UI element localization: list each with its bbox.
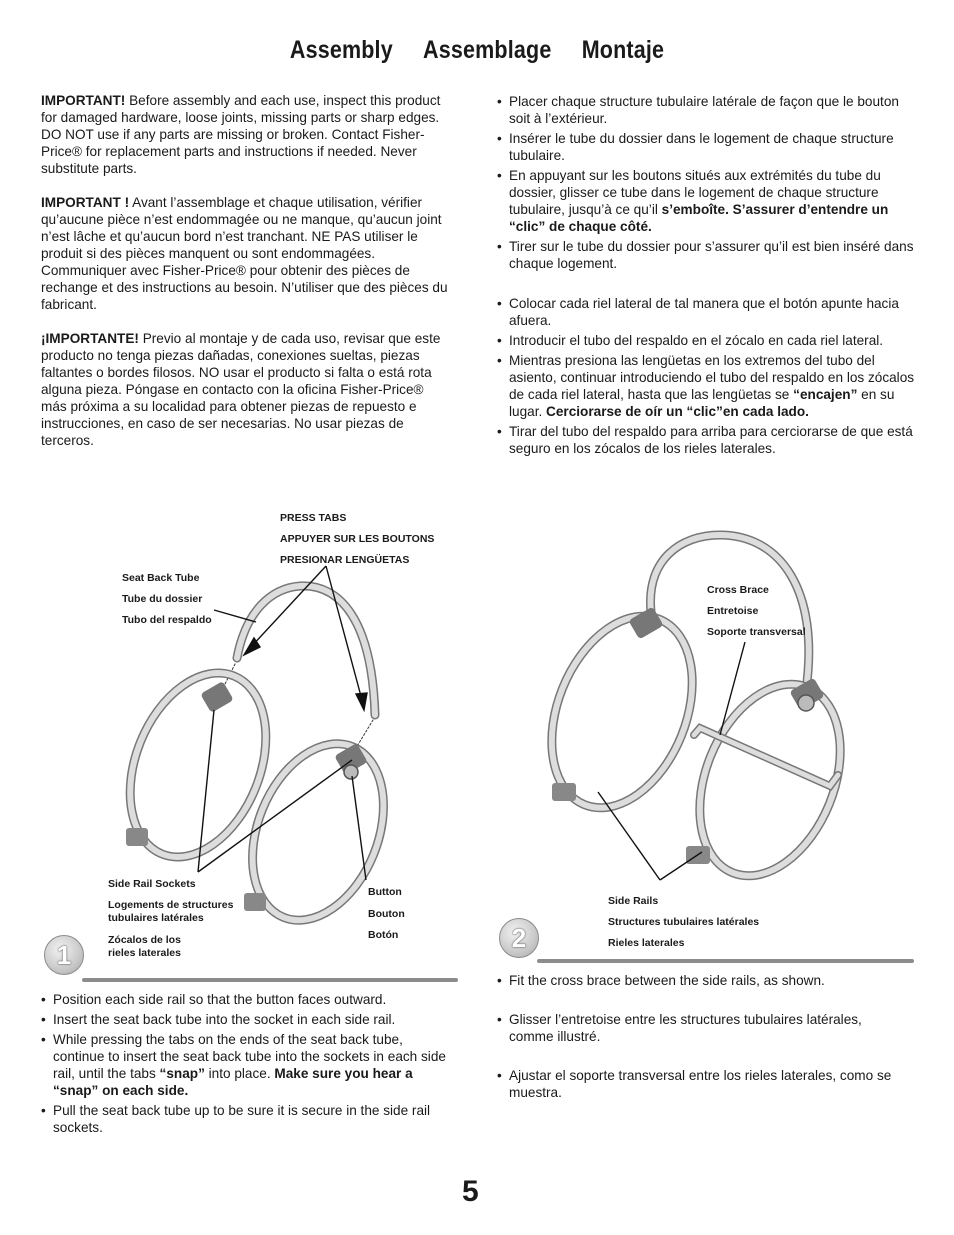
title-french: Assemblage — [423, 36, 552, 64]
step-emphasis: “encajen” — [793, 387, 858, 402]
step-1-badge: 1 — [44, 935, 84, 975]
list-item: • Pull the seat back tube up to be sure it is secure in the side rail sockets. — [41, 1102, 451, 1136]
label-line: Side Rails — [608, 895, 659, 907]
list-item: • Tirar del tubo del respaldo para arriba para cerciorarse de que está seguro en los zócalos de los rieles laterales. — [497, 423, 915, 457]
page-title — [67, 36, 887, 65]
label-line: Bouton — [368, 907, 405, 920]
list-item: • Position each side rail so that the button faces outward. — [41, 991, 451, 1008]
step-text: While pressing the tabs on the ends of the seat back tube, continue to insert the seat back tube into the sockets in each side rail, until the tabs — [53, 1032, 446, 1081]
step-1-divider — [82, 978, 458, 982]
step-emphasis: “snap” — [159, 1066, 205, 1081]
step-2-instructions — [497, 972, 897, 1104]
label-cross-brace — [707, 580, 806, 643]
list-item — [497, 352, 915, 420]
step-2-badge: 2 — [499, 918, 539, 958]
warning-english-text: Before assembly and each use, inspect this product for damaged hardware, loose joints, missing parts or sharp edges. DO NOT use if any parts are missing or broken. Contact Fisher-Price® for replacement parts and instructions if needed. Never substitute parts. — [41, 93, 441, 176]
list-item: • Ajustar el soporte transversal entre los rieles laterales, como se muestra. — [497, 1067, 897, 1101]
label-line: Rieles laterales — [608, 937, 685, 949]
list-item — [41, 1031, 451, 1099]
label-side-rails — [608, 891, 759, 954]
label-line: PRESIONAR LENGÜETAS — [280, 554, 410, 566]
label-line: Logements de structures — [108, 899, 234, 911]
label-line: Soporte transversal — [707, 626, 806, 638]
list-item — [497, 167, 915, 235]
step-text: en su lugar. — [509, 387, 895, 419]
warnings-column — [41, 92, 451, 466]
list-item: • Glisser l’entretoise entre les structures tubulaires latérales, comme illustré. — [497, 1011, 897, 1045]
label-line: Structures tubulaires latérales — [608, 916, 760, 928]
label-line: Side Rail Sockets — [108, 878, 196, 890]
list-item: • Fit the cross brace between the side rails, as shown. — [497, 972, 897, 989]
step-text: into place. — [204, 1066, 275, 1081]
label-line: Button — [368, 886, 402, 898]
list-item: • Colocar cada riel lateral de tal manera que el botón apunte hacia afuera. — [497, 295, 915, 329]
step-text: Mientras presiona las lengüetas en los extremos del tubo del asiento, continuar introduciendo el tubo del respaldo en los zócalos de cada riel lateral, hasta que las lengüetas se — [509, 353, 915, 402]
warning-french-label: IMPORTANT ! — [41, 195, 130, 210]
warning-french — [41, 194, 451, 313]
steps-english-column — [41, 991, 451, 1139]
label-line: rieles laterales — [108, 947, 181, 959]
page-number: 5 — [462, 1175, 479, 1208]
label-line: Tubo del respaldo — [122, 614, 212, 626]
step-2-list — [497, 972, 897, 1101]
warning-english-label: IMPORTANT! — [41, 93, 126, 108]
warning-spanish-text: Previo al montaje y de cada uso, revisar que este producto no tenga piezas dañadas, conexiones sueltas, piezas faltantes o bordes filosos. NO usar el producto si falta o está rota alguna pieza. Póngase en contacto con la oficina Fisher-Price® más próxima a su localidad para obtener piezas de repuesto e instrucciones, en caso de ser necesarias. No usar piezas de terceros. — [41, 331, 441, 448]
french-steps-list — [497, 93, 915, 272]
label-line: Entretoise — [707, 605, 759, 617]
warning-french-text: Avant l’assemblage et chaque utilisation, vérifier qu’aucune pièce n’est endommagée ou ne manque, qu’aucun joint n’est lâche et qu’aucun bord n’est tranchant. NE PAS utiliser le produit si des pièces manquent ou sont endommagées. Communiquer avec Fisher-Price® pour obtenir des pièces de rechange et des instructions au besoin. N’utiliser que des pièces du fabricant. — [41, 195, 448, 312]
english-steps-list — [41, 991, 451, 1136]
label-button — [368, 882, 405, 947]
list-item: • Tirer sur le tube du dossier pour s’assurer qu’il est bien inséré dans chaque logement. — [497, 238, 915, 272]
label-seat-back-tube — [122, 568, 212, 631]
warning-english — [41, 92, 451, 177]
step-emphasis: Make sure you hear a “snap” on each side. — [53, 1066, 413, 1098]
list-item: • Insérer le tube du dossier dans le logement de chaque structure tubulaire. — [497, 130, 915, 164]
steps-fr-es-column — [497, 93, 915, 460]
label-press-tabs — [280, 508, 434, 571]
label-line: tubulaires latérales — [108, 912, 204, 924]
label-line: Seat Back Tube — [122, 572, 200, 584]
warning-spanish — [41, 330, 451, 449]
label-line: APPUYER SUR LES BOUTONS — [280, 533, 435, 545]
step-2-divider — [537, 959, 914, 963]
step-emphasis: s’emboîte. S’assurer d’entendre un “clic” de chaque côté. — [509, 202, 889, 234]
list-item: • Introducir el tubo del respaldo en el zócalo en cada riel lateral. — [497, 332, 915, 349]
label-line: Tube du dossier — [122, 593, 203, 605]
step-text: En appuyant sur les boutons situés aux extrémités du tube du dossier, glisser ce tube dans le logement de chaque structure tubulaire, jusqu’à ce qu’il — [509, 168, 881, 217]
list-item: • Placer chaque structure tubulaire latérale de façon que le bouton soit à l’extérieur. — [497, 93, 915, 127]
spanish-steps-list — [497, 295, 915, 457]
label-line: PRESS TABS — [280, 512, 347, 524]
title-english: Assembly — [289, 36, 393, 64]
label-line: Zócalos de los — [108, 934, 181, 946]
step-emphasis: Cerciorarse de oír un “clic”en cada lado. — [546, 404, 809, 419]
title-spanish: Montaje — [581, 36, 665, 64]
list-item: • Insert the seat back tube into the socket in each side rail. — [41, 1011, 451, 1028]
label-line: Botón — [368, 929, 399, 941]
label-line: Cross Brace — [707, 584, 769, 596]
label-side-rail-sockets — [108, 878, 233, 960]
warning-spanish-label: ¡IMPORTANTE! — [41, 331, 139, 346]
